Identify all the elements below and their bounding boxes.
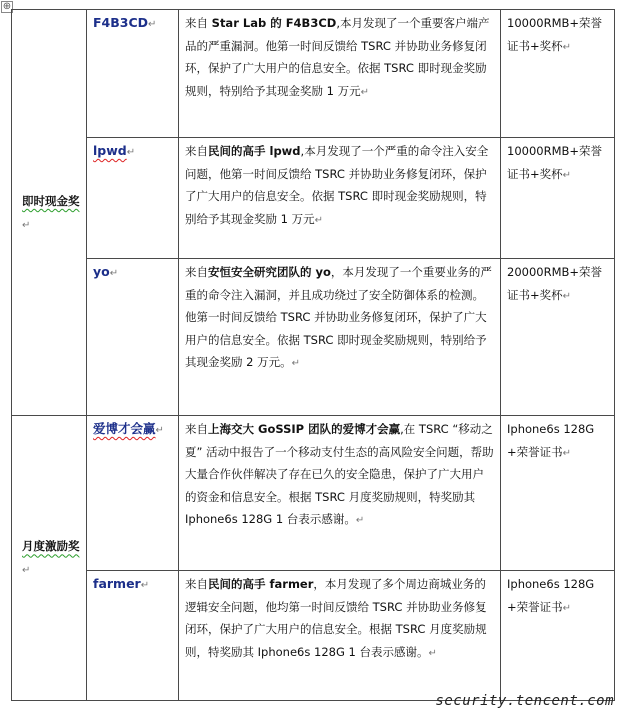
reward-cell: [501, 259, 615, 416]
winner-name: lpwd: [93, 143, 127, 158]
winner-name-cell: [87, 259, 179, 416]
desc-text: 来自: [185, 16, 212, 30]
reward-cell: [501, 10, 615, 138]
reward-text: Iphone6s 128G +荣誉证书: [507, 422, 595, 459]
winner-name-cell: [87, 571, 179, 701]
category-label: 月度激励奖: [22, 539, 80, 554]
paragraph-mark-icon: ↵: [562, 602, 572, 614]
paragraph-mark-icon: ↵: [140, 580, 150, 591]
paragraph-mark-icon: ↵: [148, 19, 157, 30]
paragraph-mark-icon: ↵: [22, 565, 31, 576]
paragraph-mark-icon: ↵: [562, 169, 572, 181]
winner-name-cell: [87, 416, 179, 571]
desc-bold: 民间的高手 lpwd: [208, 144, 301, 158]
paragraph-mark-icon: ↵: [562, 290, 572, 302]
category-cell: [12, 10, 87, 416]
winner-name-cell: [87, 10, 179, 138]
table-row: [12, 259, 615, 416]
paragraph-mark-icon: ↵: [428, 647, 437, 659]
desc-text: 来自: [185, 577, 208, 591]
reward-text: 10000RMB+荣誉证书+奖杯: [507, 144, 603, 181]
desc-bold: Star Lab 的 F4B3CD: [211, 16, 337, 30]
reward-cell: [501, 416, 615, 571]
category-label: 即时现金奖: [22, 193, 80, 208]
description-cell: [179, 571, 501, 701]
paragraph-mark-icon: ↵: [155, 425, 164, 436]
desc-text: ,在 TSRC “移动之夏” 活动中报告了一个移动支付生态的高风险安全问题，帮助大量合作伙伴解决了存在已久的安全隐患，保护了广大用户的资金和信息安全。根据 TSRC 月度奖励规则，特奖励其 Iphone6s 128G 1 台表示感谢。: [185, 422, 494, 527]
category-cell: [12, 416, 87, 701]
paragraph-mark-icon: ↵: [562, 447, 572, 459]
desc-bold: 民间的高手 farmer: [208, 577, 314, 591]
desc-bold: 上海交大 GoSSIP 团队的爱博才会赢: [208, 422, 401, 436]
table-row: [12, 138, 615, 259]
desc-text: 来自: [185, 144, 208, 158]
table-row: [12, 416, 615, 571]
reward-text: 20000RMB+荣誉证书+奖杯: [507, 265, 603, 302]
table-row: [12, 571, 615, 701]
desc-text: ,本月发现了一个重要客户端产品的严重漏洞。他第一时间反馈给 TSRC 并协助业务修复闭环，保护了广大用户的信息安全。依据 TSRC 即时现金奖励规则，特别给予其现金奖励 1 万元: [185, 16, 490, 98]
paragraph-mark-icon: ↵: [314, 214, 324, 226]
watermark: security.tencent.com: [435, 693, 614, 709]
description-cell: [179, 416, 501, 571]
winner-name-cell: [87, 138, 179, 259]
description-cell: [179, 138, 501, 259]
paragraph-mark-icon: ↵: [360, 86, 370, 98]
desc-text: ,本月发现了一个严重的命令注入安全问题，他第一时间反馈给 TSRC 并协助业务修复闭环，保护了广大用户的信息安全。依据 TSRC 即时现金奖励规则，特别给予其现金奖励 1 万元: [185, 144, 489, 226]
reward-cell: [501, 138, 615, 259]
desc-text: ，本月发现了一个重要业务的严重的命令注入漏洞，并且成功绕过了安全防御体系的检测。他第一时间反馈给 TSRC 并协助业务修复闭环，保护了广大用户的信息安全。依据 TSRC 即时现金奖励规则，特别给予其现金奖励 2 万元。: [185, 265, 492, 370]
winner-name: yo: [93, 264, 110, 279]
paragraph-mark-icon: ↵: [22, 219, 31, 231]
paragraph-mark-icon: ↵: [109, 268, 119, 279]
paragraph-mark-icon: ↵: [126, 147, 136, 158]
reward-text: Iphone6s 128G +荣誉证书: [507, 577, 595, 614]
paragraph-mark-icon: ↵: [562, 41, 572, 53]
reward-cell: [501, 571, 615, 701]
winner-name: 爱博才会赢: [93, 421, 156, 436]
paragraph-mark-icon: ↵: [291, 358, 301, 370]
table-row: [12, 10, 615, 138]
paragraph-mark-icon: ↵: [355, 515, 365, 527]
desc-bold: 安恒安全研究团队的 yo: [208, 265, 331, 279]
description-cell: [179, 259, 501, 416]
reward-text: 10000RMB+荣誉证书+奖杯: [507, 16, 603, 53]
description-cell: [179, 10, 501, 138]
table-anchor-icon[interactable]: ⊕: [2, 1, 12, 12]
winner-name: farmer: [93, 576, 141, 591]
desc-text: 来自: [185, 265, 208, 279]
desc-text: ，本月发现了多个周边商城业务的逻辑安全问题，他均第一时间反馈给 TSRC 并协助业务修复闭环，保护了广大用户的信息安全。根据 TSRC 月度奖励规则，特奖励其 Iphone6s 128G 1 台表示感谢。: [185, 577, 487, 659]
desc-text: 来自: [185, 422, 208, 436]
winner-name: F4B3CD: [93, 15, 149, 30]
award-table: [11, 9, 615, 701]
